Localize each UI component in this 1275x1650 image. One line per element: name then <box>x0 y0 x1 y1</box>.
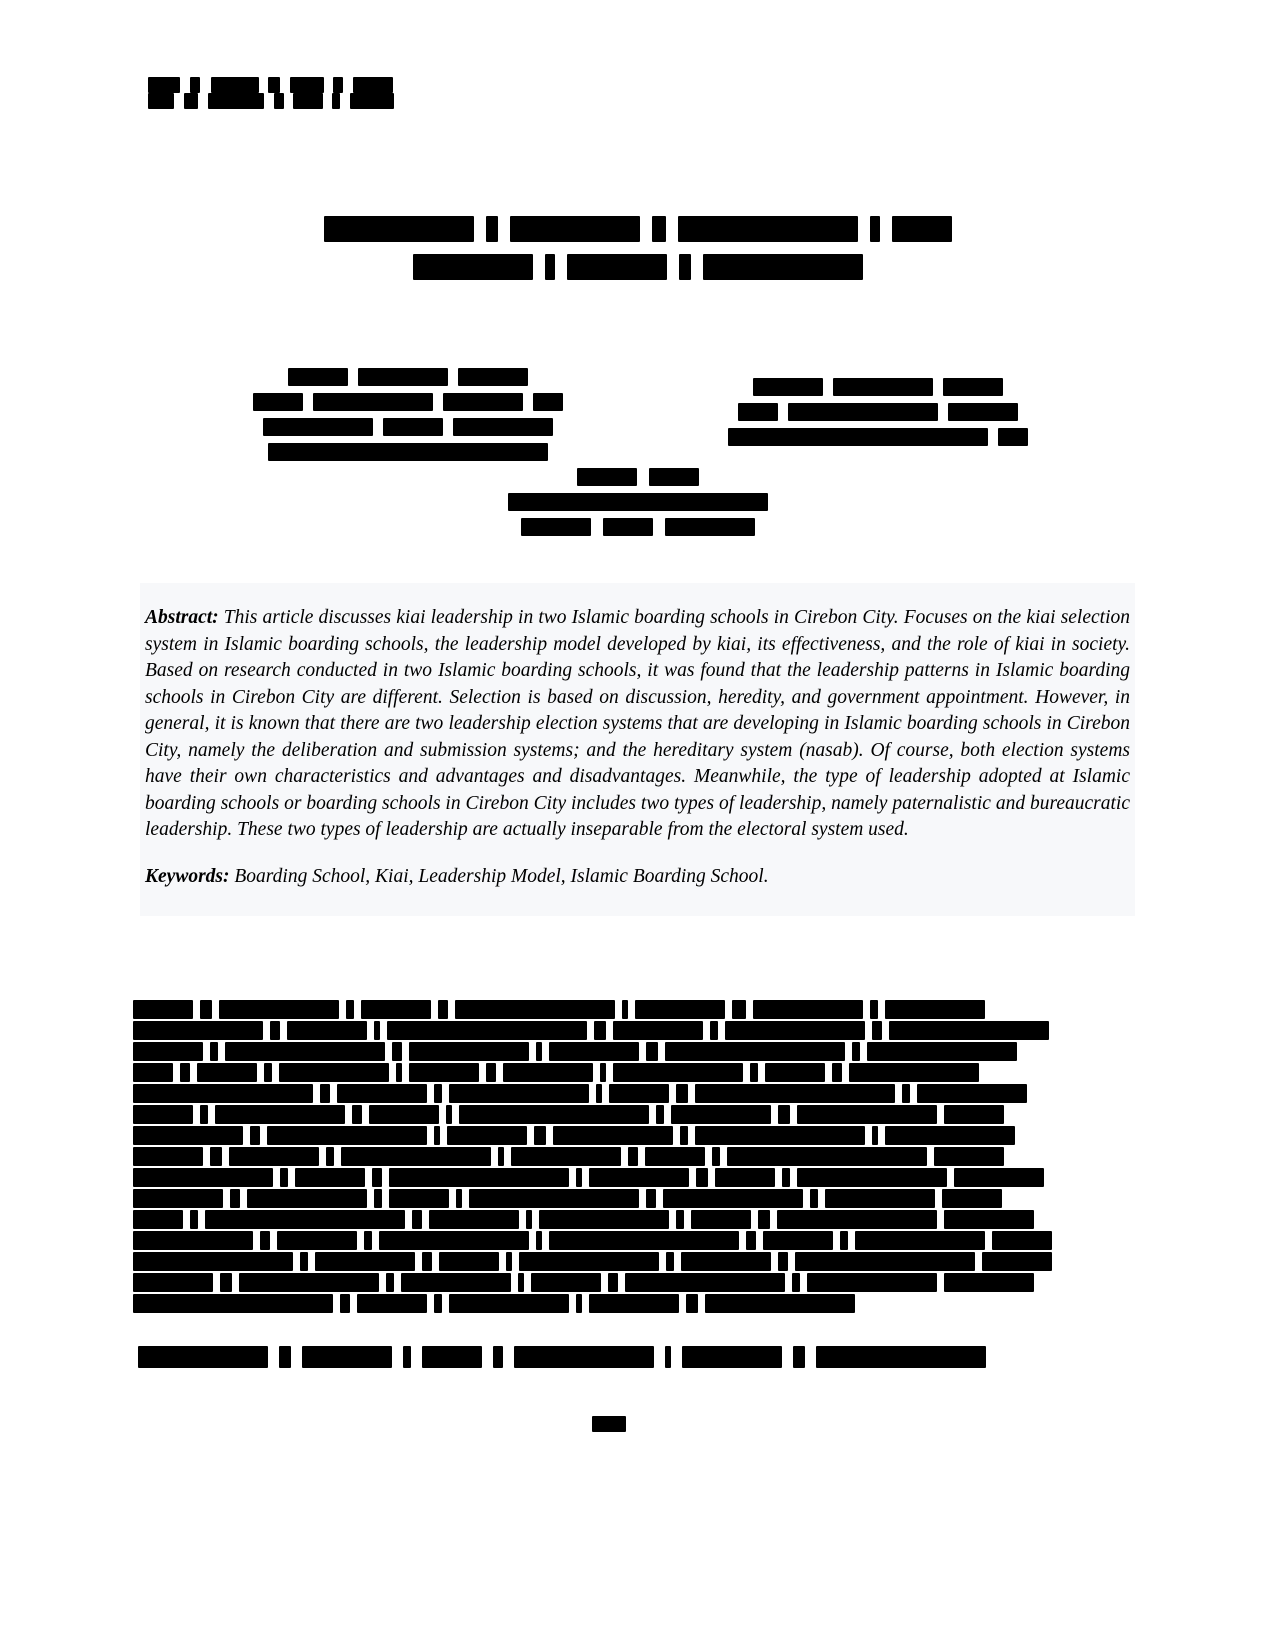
redacted-text <box>943 378 1003 396</box>
author-line <box>198 368 618 390</box>
redacted-text <box>253 393 303 411</box>
redacted-text <box>268 443 548 461</box>
author-line <box>668 403 1088 425</box>
body-line <box>133 1294 1078 1315</box>
redacted-text <box>358 368 448 386</box>
redacted-text <box>383 418 443 436</box>
redacted-text <box>533 393 563 411</box>
redacted-text <box>508 493 768 511</box>
redacted-text <box>274 93 284 109</box>
keywords-value: Boarding School, Kiai, Leadership Model, Islamic Boarding School. <box>229 865 769 887</box>
redacted-text <box>313 393 433 411</box>
body-line <box>133 1231 1078 1252</box>
author-line <box>198 443 618 465</box>
redacted-text <box>948 403 1018 421</box>
redacted-text <box>333 77 343 93</box>
body-line <box>133 1126 1078 1147</box>
author-right <box>668 378 1088 453</box>
abstract-body: This article discusses kiai leadership in two Islamic boarding schools in Cirebon City. Focuses on the kiai selection system in Islamic boarding schools, the leadership model developed by kiai, its effectiveness, and the role of kiai in society. Based on research conducted in two Islamic boarding schools, it was found that the leadership patterns in Islamic boarding schools in Cirebon City are different. Selection is based on discussion, heredity, and government appointment. However, in general, it is known that there are two leadership election systems that are developing in Islamic boarding schools in Cirebon City, namely the deliberation and submission systems; and the hereditary system (nasab). Of course, both election systems have their own characteristics and advantages and disadvantages. Meanwhile, the type of leadership adopted at Islamic boarding schools or boarding schools in Cirebon City includes two types of leadership, namely paternalistic and bureaucratic leadership. These two types of leadership are actually inseparable from the electoral system used. <box>145 607 1130 840</box>
author-line <box>428 518 848 540</box>
title-line <box>148 254 1128 284</box>
redacted-text <box>870 216 880 242</box>
body-line <box>133 1000 1078 1021</box>
redacted-text <box>577 468 637 486</box>
redacted-text <box>148 93 174 109</box>
author-left <box>198 368 618 468</box>
redacted-text <box>665 518 755 536</box>
body-text-redacted <box>133 1000 1078 1320</box>
redacted-text <box>148 77 180 93</box>
authors-block-redacted <box>148 368 1128 468</box>
redacted-text <box>567 254 667 280</box>
title-line <box>148 216 1128 246</box>
redacted-text <box>324 216 474 242</box>
body-line <box>133 1189 1078 1210</box>
redacted-text <box>453 418 553 436</box>
body-line <box>133 1147 1078 1168</box>
redacted-text <box>678 216 858 242</box>
redacted-text <box>998 428 1028 446</box>
keywords-label: Keywords: <box>145 865 230 887</box>
redacted-text <box>510 216 640 242</box>
body-line <box>133 1042 1078 1063</box>
author-line <box>198 418 618 440</box>
redacted-text <box>208 93 264 109</box>
redacted-text <box>703 254 863 280</box>
redacted-text <box>293 93 323 109</box>
redacted-text <box>263 418 373 436</box>
body-line <box>133 1105 1078 1126</box>
redacted-text <box>443 393 523 411</box>
redacted-text <box>184 93 198 109</box>
body-line <box>133 1273 1078 1294</box>
redacted-text <box>788 403 938 421</box>
redacted-text <box>268 77 280 93</box>
redacted-text <box>753 378 823 396</box>
author-line <box>668 428 1088 450</box>
redacted-text <box>350 93 394 109</box>
keywords-line <box>145 864 1130 890</box>
body-line <box>133 1021 1078 1042</box>
redacted-text <box>652 216 666 242</box>
redacted-text <box>211 77 259 93</box>
redacted-text <box>458 368 528 386</box>
redacted-text <box>738 403 778 421</box>
redacted-text <box>332 93 340 109</box>
redacted-text <box>679 254 691 280</box>
author-line <box>428 493 848 515</box>
abstract-paragraph <box>145 605 1130 844</box>
author-line <box>668 378 1088 400</box>
body-line <box>133 1063 1078 1084</box>
redacted-text <box>288 368 348 386</box>
redacted-text <box>486 216 498 242</box>
redacted-text <box>413 254 533 280</box>
redacted-text <box>728 428 988 446</box>
body-line <box>133 1252 1078 1273</box>
author-center <box>428 468 848 543</box>
redacted-text <box>649 468 699 486</box>
page-title-redacted <box>148 216 1128 292</box>
author-line <box>428 468 848 490</box>
redacted-text <box>603 518 653 536</box>
redacted-text <box>190 77 200 93</box>
redacted-text <box>545 254 555 280</box>
body-line <box>133 1084 1078 1105</box>
redacted-text <box>892 216 952 242</box>
redacted-text <box>833 378 933 396</box>
journal-header-redacted <box>148 72 440 110</box>
abstract-label: Abstract: <box>145 607 219 628</box>
redacted-text <box>353 77 393 93</box>
author-line <box>198 393 618 415</box>
body-line <box>133 1210 1078 1231</box>
abstract-panel <box>140 583 1135 916</box>
footer-redacted <box>138 1346 1078 1372</box>
journal-header-row <box>148 92 440 110</box>
redacted-text <box>521 518 591 536</box>
redacted-text <box>290 77 324 93</box>
page-number-redacted <box>592 1416 632 1434</box>
body-line <box>133 1168 1078 1189</box>
